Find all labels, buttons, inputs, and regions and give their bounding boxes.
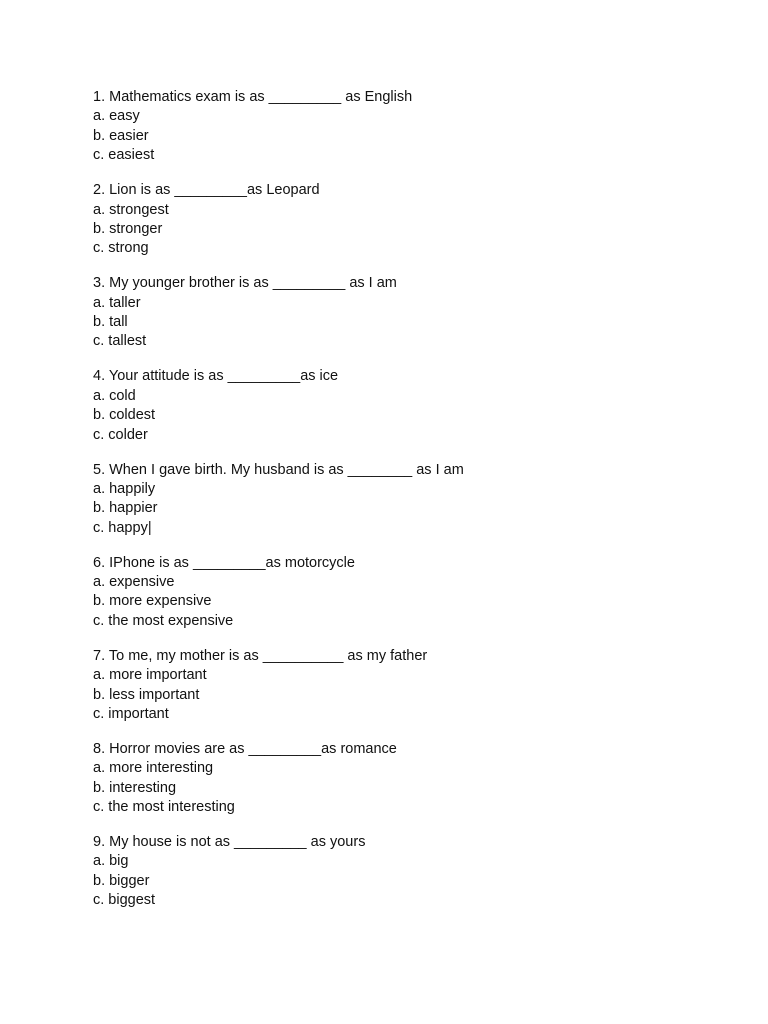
question-prompt: 7. To me, my mother is as __________ as my father [93,647,428,664]
answer-option-b: b. less important [93,686,200,703]
answer-option-b: b. bigger [93,872,150,889]
question-7 [93,647,728,725]
answer-option-b: b. interesting [93,779,177,796]
question-prompt: 9. My house is not as _________ as yours [93,834,366,850]
answer-option-c: c. the most expensive [93,612,234,629]
answer-option-b: b. happier [93,500,158,517]
answer-option-b: b. coldest [93,407,156,424]
question-2 [93,181,728,259]
question-prompt: 3. My younger brother is as _________ as I am [93,275,397,292]
question-prompt: 2. Lion is as _________as Leopard [93,182,320,199]
answer-option-c: c. strong [93,240,149,257]
answer-option-a: a. big [93,853,129,870]
answer-option-c: c. biggest [93,892,156,909]
question-prompt: 1. Mathematics exam is as _________ as English [93,89,413,105]
answer-option-b: b. more expensive [93,593,212,610]
answer-option-a: a. more interesting [93,760,214,777]
answer-option-c: c. important [93,705,169,722]
worksheet [93,88,728,926]
answer-option-a: a. happily [93,480,156,497]
answer-option-b: b. easier [93,127,149,144]
question-3 [93,274,728,352]
question-5 [93,461,728,539]
answer-option-a: a. strongest [93,201,169,218]
answer-option-c: c. tallest [93,333,147,350]
answer-option-a: a. expensive [93,574,175,591]
answer-option-a: a. more important [93,667,207,684]
answer-option-a: a. taller [93,294,141,311]
answer-option-c: c. happy| [93,519,152,536]
question-prompt: 8. Horror movies are as _________as romance [93,740,397,757]
answer-option-b: b. tall [93,314,128,331]
question-prompt: 4. Your attitude is as _________as ice [93,368,339,385]
answer-option-c: c. the most interesting [93,799,235,816]
answer-option-c: c. easiest [93,147,155,164]
answer-option-a: a. cold [93,387,136,404]
answer-option-c: c. colder [93,426,148,443]
question-prompt: 5. When I gave birth. My husband is as ________ as I am [93,461,464,478]
question-6 [93,554,728,632]
question-1 [93,88,728,166]
question-9 [93,833,728,911]
question-prompt: 6. IPhone is as _________as motorcycle [93,554,355,571]
question-8 [93,740,728,818]
question-4 [93,367,728,445]
answer-option-a: a. easy [93,108,140,125]
answer-option-b: b. stronger [93,220,163,237]
